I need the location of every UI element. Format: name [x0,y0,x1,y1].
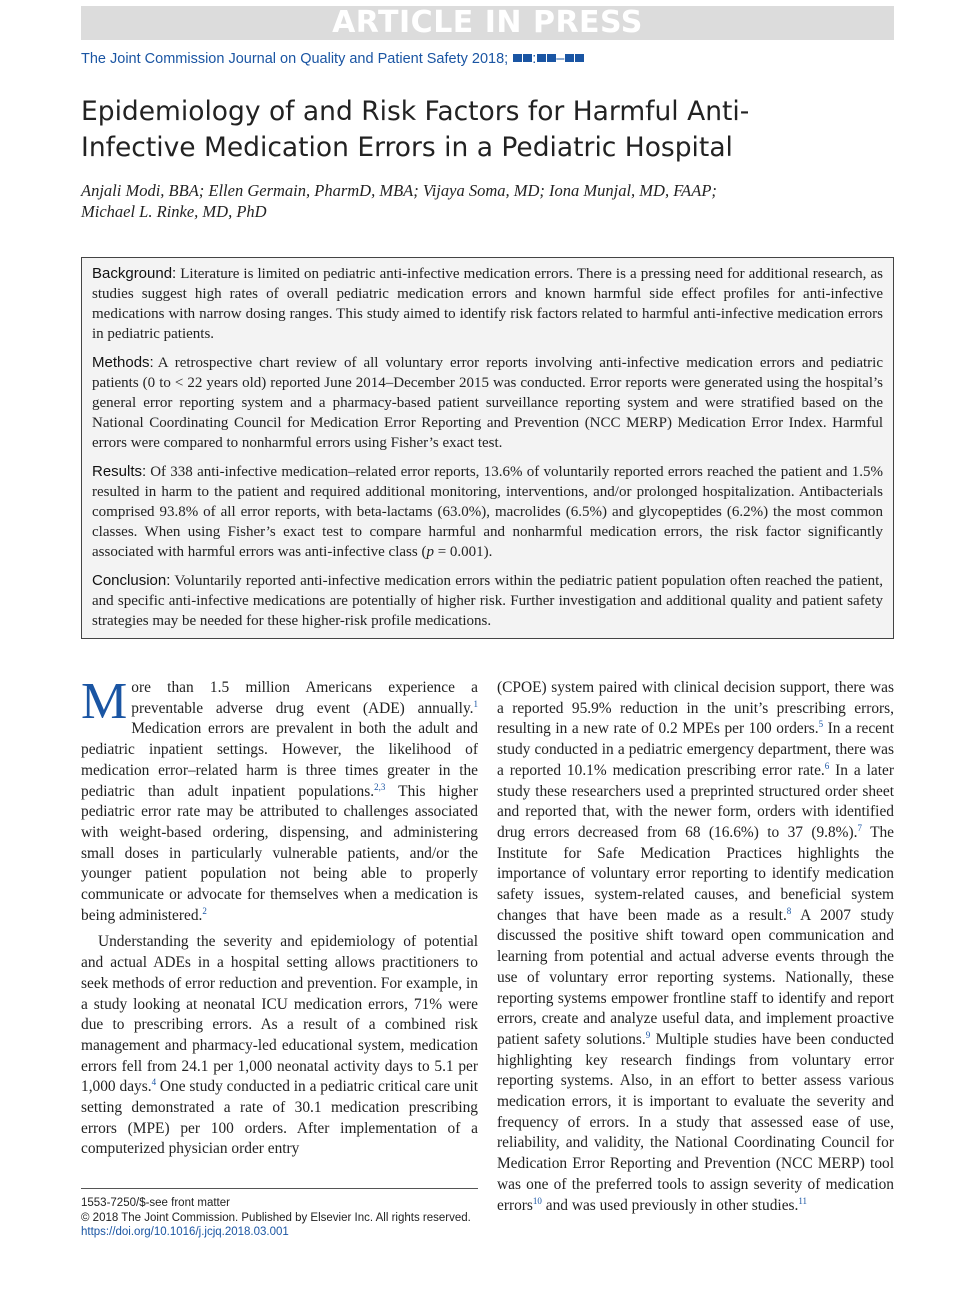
abstract-background [92,264,883,344]
abstract-conclusion [92,571,883,631]
p2-text-a: Understanding the severity and epidemiology of potential and actual ADEs in a hospital setting allows practitioners to seek methods of error reduction and prevention. For example, in a study looking at neonatal ICU medication errors, 71% were due to prescribing errors. As a result of a combined risk management and pharmacy-led educational system, medication errors fell from 24.1 per 1,000 neonatal activity days to 5.1 per 1,000 days. [81,933,478,1096]
citation-link[interactable]: 2 [202,905,207,916]
title-line-1: Epidemiology of and Risk Factors for Harmful Anti- [81,96,750,127]
citation-link[interactable]: 9 [645,1029,651,1040]
p2-text-b: One study conducted in a pediatric critical care unit setting demonstrated a rate of 30.1 medication prescribing errors (MPE) per 100 orders. After implementation of a computerized physician order entry [81,1078,478,1158]
citation-link[interactable]: 6 [824,760,830,771]
redacted-volume-marks: : – [512,51,584,67]
results-p-symbol: p [426,544,434,560]
body-right-column [497,678,894,1216]
doi-link[interactable]: https://doi.org/10.1016/j.jcjq.2018.03.001 [81,1226,289,1238]
body-paragraph-3 [497,678,894,1216]
results-text-b: = 0.001). [433,544,493,560]
body-left-column [81,673,478,1160]
body-paragraph-2 [81,932,478,1160]
journal-citation [81,51,584,67]
citation-link[interactable]: 2,3 [374,781,386,792]
copyright-line: © 2018 The Joint Commission. Published by Elsevier Inc. All rights reserved. [81,1211,471,1224]
methods-label: Methods: [92,354,154,371]
title-line-2: Infective Medication Errors in a Pediatric Hospital [81,132,733,163]
p1-text-c: This higher pediatric error rate may be attributed to challenges associated with weight-based ordering, dispensing, and administering small doses in particularly vulnerable patients, and/or the younger patient population not being able to properly communicate or advocate for themselves when a medication is being administered. [81,782,478,924]
citation-link[interactable]: 10 [532,1195,542,1206]
citation-link[interactable]: 5 [818,719,824,730]
p3-text-c: In a later study these researchers used a preprinted structured order sheet and reported that, with the newer form, orders with identified drug errors decreased from 68 (16.6%) to 37 (9.8%). [497,761,894,841]
footnote [81,1196,471,1240]
citation-link[interactable]: 11 [798,1195,808,1206]
citation-link[interactable]: 7 [857,822,862,833]
results-label: Results: [92,463,147,480]
p3-text-b: In a recent study conducted in a pediatric emergency department, there was a reported 10.1% medication prescribing error rate. [497,720,894,779]
p1-text-b: Medication errors are prevalent in both the adult and pediatric inpatient settings. However, the likelihood of medication error–related harm is three times greater in the pediatric than adult inpatient populations. [81,720,478,800]
background-text: Literature is limited on pediatric anti-infective medication errors. There is a pressing need for additional research, as studies suggest high rates of overall pediatric medication errors and known harmful side effect profiles for anti-infective medications with narrow dosing ranges. This study aimed to identify risk factors related to harmful anti-infective medication errors in pediatric patients. [92,266,883,342]
drop-cap: M [81,673,128,730]
conclusion-text: Voluntarily reported anti-infective medication errors within the pediatric patient population often reached the patient, and specific anti-infective medications are potentially of higher risk. Further investigation and additional quality and patient safety strategies may be needed for these higher-risk profile medications. [92,573,883,629]
p3-text-g: and was used previously in other studies. [541,1196,799,1214]
abstract-methods [92,353,883,453]
footnote-divider [81,1188,478,1189]
body-paragraph-1 [81,673,478,926]
article-in-press-banner: ARTICLE IN PRESS [81,6,894,40]
p3-text-d: The Institute for Safe Medication Practices highlights the importance of voluntary error reporting to identify medication safety issues, system-related causes, and beneficial system changes that have been made as a result. [497,823,894,924]
authors-line-2: Michael L. Rinke, MD, PhD [81,202,267,221]
authors-line-1: Anjali Modi, BBA; Ellen Germain, PharmD, MBA; Vijaya Soma, MD; Iona Munjal, MD, FAAP; [81,181,717,200]
author-list [81,180,861,222]
p3-text-f: Multiple studies have been conducted highlighting key research findings from voluntary error reporting systems. Also, in an effort to better assess various medication errors, it is important to evaluate the severity and frequency of errors. In a study that assessed ease of use, reliability, and validity, the National Coordinating Council for Medication Error Reporting and Prevention (NCC MERP) tool was one of the preferred tools to assign severity of medication errors [497,1030,894,1214]
citation-link[interactable]: 4 [151,1077,157,1088]
journal-name: The Joint Commission Journal on Quality and Patient Safety 2018; [81,51,509,67]
p3-text-e: A 2007 study discussed the positive shift toward open communication and learning from potential and actual adverse events through the use of voluntary error reporting systems. Nationally, these reporting systems empower frontline staff to identify and report errors, create and analyze useful data, and implement proactive patient safety solutions. [497,906,894,1048]
background-label: Background: [92,265,177,282]
p1-text-a: ore than 1.5 million Americans experience a preventable adverse drug event (ADE) annually. [131,679,478,717]
conclusion-label: Conclusion: [92,572,171,589]
methods-text: A retrospective chart review of all voluntary error reports involving anti-infective medication errors and pediatric patients (0 to < 22 years old) reported June 2014–December 2015 was conducted. Error reports were generated using the hospital’s general error reporting system and a pharmacy-based patient surveillance reporting system and were stratified based on the National Coordinating Council for Medication Error Reporting and Prevention (NCC MERP) Medication Error Index. Harmful errors were compared to nonharmful errors using Fisher’s exact test. [92,355,883,451]
article-title [81,94,881,166]
citation-link[interactable]: 1 [473,698,478,709]
abstract-results [92,462,883,562]
abstract-box [81,257,894,639]
issn-line: 1553-7250/$-see front matter [81,1197,230,1209]
p3-text-a: (CPOE) system paired with clinical decision support, there was a reported 95.9% reduction in the unit’s prescribing errors, resulting in a new rate of 0.2 MPEs per 100 orders. [497,679,894,738]
results-text-a: Of 338 anti-infective medication–related error reports, 13.6% of voluntarily reported errors reached the patient and 1.5% resulted in harm to the patient and required additional monitoring, interventions, and/or prolonged hospitalization. Antibacterials comprised 93.8% of all error reports, with beta-lactams (63.0%), macrolides (6.5%) and glycopeptides (6.2%) the most common classes. When using Fisher’s exact test to compare harmful and nonharmful medication errors, the risk factor significantly associated with harmful errors was anti-infective class ( [92,464,883,560]
citation-link[interactable]: 8 [786,905,792,916]
